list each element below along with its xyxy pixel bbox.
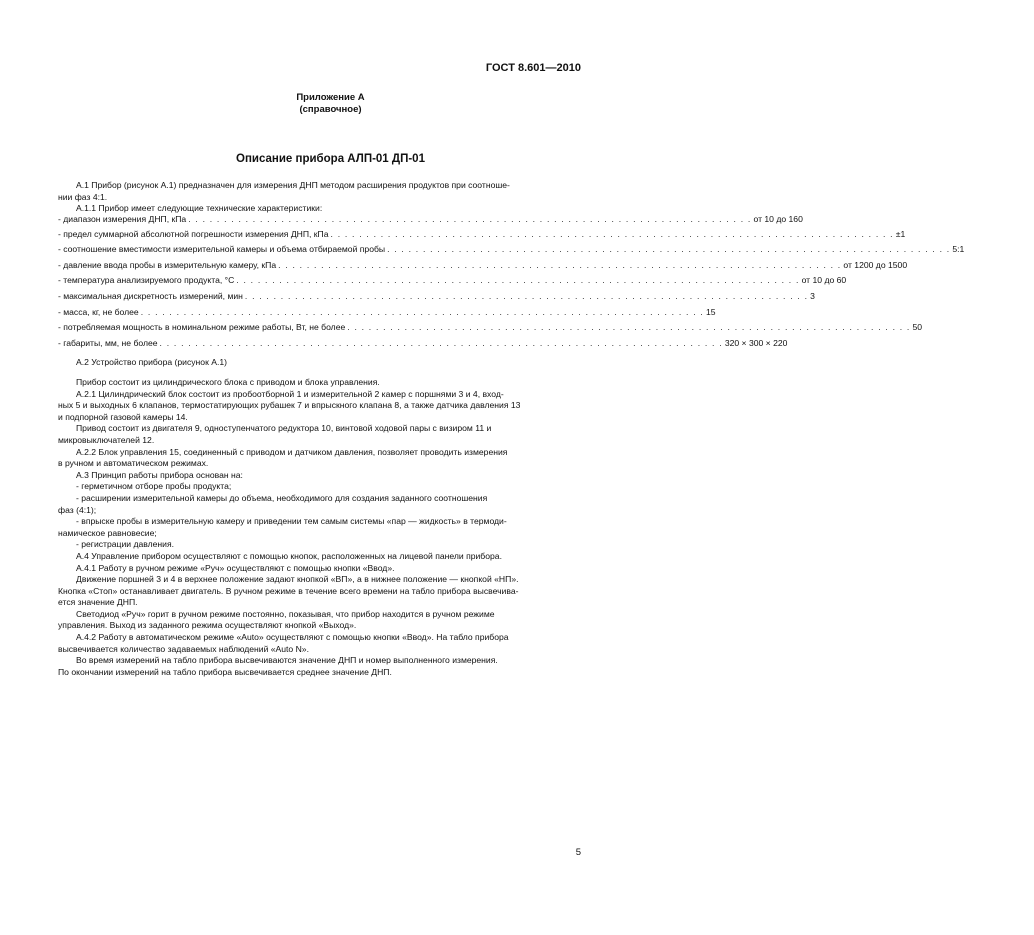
spec-row [58,291,815,303]
body-line: А.2.1 Цилиндрический блок состоит из пробоотборной 1 и измерительной 2 камер с поршнями 3 и 4, вход- [76,388,504,399]
body-line: А.4 Управление прибором осуществляют с помощью кнопок, расположенных на лицевой панели прибора. [76,550,502,561]
body-line: фаз (4:1); [58,504,97,515]
spec-row [58,260,908,272]
body-line: - регистрации давления. [76,539,174,550]
body-line: По окончании измерений на табло прибора высвечивается среднее значение ДНП. [58,666,392,677]
spec-label: - габариты, мм, не более [58,338,158,348]
spec-row [58,244,965,256]
leader-dots: . . . . . . . . . . . . . . . . . . . . . . . . . . . . . . . . . . . . . . . . . . . . . . . . . . . . . . . . . . . . . . . . . . . . . . . . . . . . . . . [159,338,723,348]
body-line: А.3 Принцип работы прибора основан на: [76,469,243,480]
body-line: намическое равновесие; [58,527,157,538]
leader-dots: . . . . . . . . . . . . . . . . . . . . . . . . . . . . . . . . . . . . . . . . . . . . . . . . . . . . . . . . . . . . . . . . . . . . . . . . . . . . . . . [140,307,704,317]
appendix-title: Приложение А [296,92,365,103]
spec-label: - масса, кг, не более [58,307,139,317]
spec-value: ±1 [895,229,906,239]
standard-header: ГОСТ 8.601—2010 [485,62,581,74]
leader-dots: . . . . . . . . . . . . . . . . . . . . . . . . . . . . . . . . . . . . . . . . . . . . . . . . . . . . . . . . . . . . . . . . . . . . . . . . . . . . . . . [278,260,842,270]
spec-intro: А.1.1 Прибор имеет следующие технические характеристики: [76,203,323,214]
body-line: А.4.1 Работу в ручном режиме «Руч» осуществляют с помощью кнопки «Ввод». [76,562,395,573]
appendix-subtitle: (справочное) [299,104,362,115]
spec-value: от 10 до 160 [753,214,803,224]
spec-value: от 1200 до 1500 [843,260,908,270]
spec-value: 320 × 300 × 220 [724,338,788,348]
body-line: ных 5 и выходных 6 клапанов, термостатирующих рубашек 7 и впрыскного клапана 8, а также датчика давления 13 [58,400,521,411]
spec-row [58,275,847,287]
body-line: Прибор состоит из цилиндрического блока с приводом и блока управления. [76,377,380,387]
body-line: А.4.2 Работу в автоматическом режиме «Auto» осуществляют с помощью кнопки «Ввод». На табло прибора [76,632,509,643]
section-2-body [58,377,581,678]
spec-label: - потребляемая мощность в номинальном режиме работы, Вт, не более [58,322,346,332]
leader-dots: . . . . . . . . . . . . . . . . . . . . . . . . . . . . . . . . . . . . . . . . . . . . . . . . . . . . . . . . . . . . . . . . . . . . . . . . . . . . . . . [347,322,911,332]
body-line: Движение поршней 3 и 4 в верхнее положение задают кнопкой «ВП», а в нижнее положение — кнопкой «НП». [76,574,519,585]
intro-paragraph-line: А.1 Прибор (рисунок А.1) предназначен для измерения ДНП методом расширения продуктов при соотноше- [76,180,510,190]
spec-label: - диапазон измерения ДНП, кПа [58,214,187,224]
spec-value: 5:1 [952,244,965,254]
body-line: в ручном и автоматическом режимах. [58,458,209,469]
spec-row [58,214,803,226]
leader-dots: . . . . . . . . . . . . . . . . . . . . . . . . . . . . . . . . . . . . . . . . . . . . . . . . . . . . . . . . . . . . . . . . . . . . . . . . . . . . . . . [244,291,809,301]
body-line: и подпорной газовой камеры 14. [58,411,188,422]
body-line: Во время измерений на табло прибора высвечиваются значение ДНП и номер выполненного измерения. [76,655,498,666]
intro-paragraph-line: нии фаз 4:1. [58,191,108,202]
page-number: 5 [575,847,581,858]
spec-value: 3 [810,291,815,301]
body-line: высвечивается количество задаваемых наблюдений «Auto N». [58,643,309,654]
leader-dots: . . . . . . . . . . . . . . . . . . . . . . . . . . . . . . . . . . . . . . . . . . . . . . . . . . . . . . . . . . . . . . . . . . . . . . . . . . . . . . . [236,275,800,285]
body-line: Светодиод «Руч» горит в ручном режиме постоянно, показывая, что прибор находится в ручном режиме [76,608,495,619]
body-line: А.2.2 Блок управления 15, соединенный с приводом и датчиком давления, позволяет проводить измерения [76,446,508,457]
section-2-heading: А.2 Устройство прибора (рисунок А.1) [76,357,227,367]
body-line: - впрыске пробы в измерительную камеру и приведении тем самым системы «пар — жидкость» в термоди- [76,516,507,527]
spec-value: от 10 до 60 [801,275,847,285]
spec-label: - температура анализируемого продукта, °С [58,275,235,285]
spec-label: - максимальная дискретность измерений, мин [58,291,243,301]
spec-label: - предел суммарной абсолютной погрешности измерения ДНП, кПа [58,229,329,239]
spec-label: - давление ввода пробы в измерительную камеру, кПа [58,260,277,270]
document-title: Описание прибора АЛП-01 ДП-01 [236,153,425,165]
spec-label: - соотношение вместимости измерительной камеры и объема отбираемой пробы [58,244,386,254]
leader-dots: . . . . . . . . . . . . . . . . . . . . . . . . . . . . . . . . . . . . . . . . . . . . . . . . . . . . . . . . . . . . . . . . . . . . . . . . . . . . . . . [387,244,951,254]
spec-row [58,229,906,241]
body-line: Кнопка «Стоп» останавливает двигатель. В ручном режиме в течение всего времени на табло прибора высвечива- [58,585,519,596]
spec-row [58,307,716,319]
spec-row [58,322,923,334]
intro-block [58,180,581,215]
body-line: микровыключателей 12. [58,434,155,445]
spec-value: 15 [705,307,716,317]
body-line: ется значение ДНП. [58,597,138,608]
body-line: - герметичном отборе пробы продукта; [76,481,232,492]
spec-row [58,338,788,350]
leader-dots: . . . . . . . . . . . . . . . . . . . . . . . . . . . . . . . . . . . . . . . . . . . . . . . . . . . . . . . . . . . . . . . . . . . . . . . . . . . . . . . [330,229,894,239]
body-line: - расширении измерительной камеры до объема, необходимого для создания заданного соотношения [76,492,488,503]
leader-dots: . . . . . . . . . . . . . . . . . . . . . . . . . . . . . . . . . . . . . . . . . . . . . . . . . . . . . . . . . . . . . . . . . . . . . . . . . . . . . . . [188,214,752,224]
body-line: управления. Выход из заданного режима осуществляют кнопкой «Выход». [58,620,357,631]
spec-value: 50 [912,322,923,332]
body-line: Привод состоит из двигателя 9, одноступенчатого редуктора 10, винтовой ходовой пары с визиром 11 и [76,423,492,434]
